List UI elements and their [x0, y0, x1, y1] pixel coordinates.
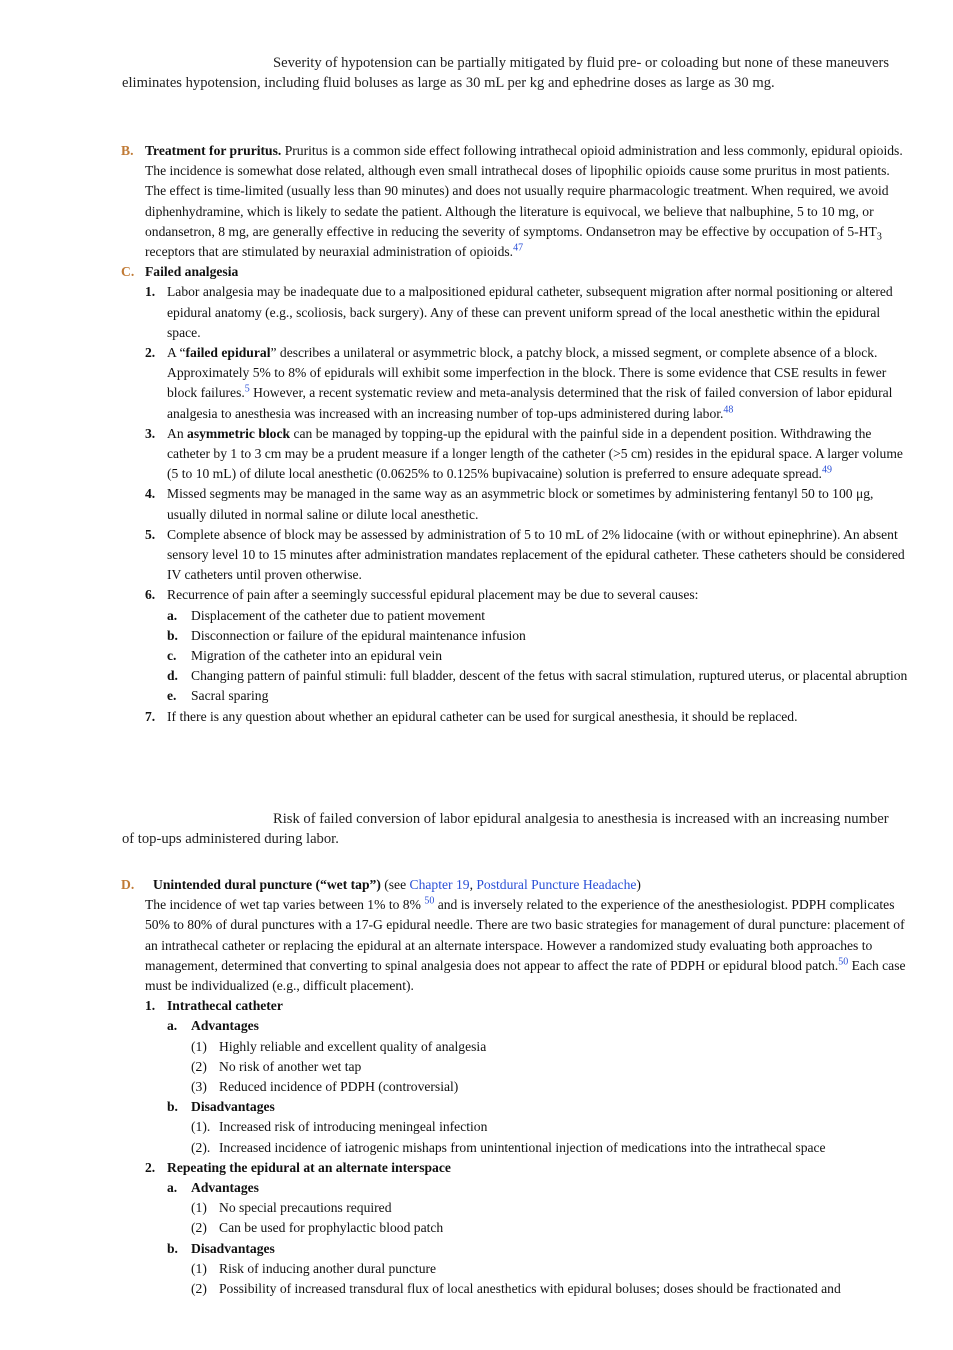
- list-point: [191, 1057, 911, 1077]
- subitem-text: Changing pattern of painful stimuli: full bladder, descent of the fetus with sacral stimulation, ruptured uterus, or placental abruption: [191, 668, 908, 684]
- item-number: 3.: [145, 425, 156, 441]
- list-heading: [145, 996, 911, 1016]
- item-number: 1.: [145, 284, 156, 300]
- point-text: Possibility of increased transdural flux of local anesthetics with epidural boluses; doses should be fractionated and: [219, 1281, 841, 1297]
- section-b: [121, 141, 911, 727]
- list-point: [191, 1218, 911, 1238]
- separator: ,: [469, 877, 477, 892]
- section-text: Pruritus is a common side effect following intrathecal opioid administration and less commonly, epidural opioids. The incidence is somewhat dose related, although even small intrathecal doses of lipophilic opioids cause some pruritus in most patients. The effect is time-limited (usually less than 90 minutes) and does not usually require pharmacologic treatment. When required, we avoid diphenhydramine, which is likely to sedate the patient. Although the literature is equivocal, we believe that nalbuphine, 5 to 10 mg, or ondansetron, 8 mg, are generally effective in reducing the severity of symptoms. Ondansetron may be effective by occupation of 5-HT: [145, 143, 903, 239]
- point-text: No risk of another wet tap: [219, 1058, 362, 1074]
- subitem-letter: a.: [167, 607, 178, 623]
- point-text: Reduced incidence of PDPH (controversial): [219, 1079, 459, 1095]
- list-subitem: [167, 666, 911, 686]
- list-item: [145, 707, 911, 727]
- see-close: ): [636, 877, 641, 892]
- section-letter: C.: [121, 264, 135, 280]
- list-subheading: [167, 1097, 911, 1117]
- paragraph-text-3: Each case must be individualized (e.g., difficult placement).: [145, 957, 906, 994]
- point-number: (1): [191, 1038, 207, 1054]
- item-term: failed epidural: [185, 345, 271, 361]
- point-text: Increased incidence of iatrogenic mishaps from unintentional injection of medications into the intrathecal space: [219, 1139, 826, 1155]
- reference-link[interactable]: 50: [424, 895, 435, 907]
- subitem-letter: e.: [167, 688, 177, 704]
- subitem-letter: a.: [167, 1180, 178, 1196]
- list-subheading: [167, 1239, 911, 1259]
- list-point: [191, 1138, 911, 1158]
- point-number: (3): [191, 1079, 207, 1095]
- item-number: 5.: [145, 526, 156, 542]
- item-text: [167, 343, 911, 424]
- subitem-letter: b.: [167, 1099, 178, 1115]
- list-item: [145, 525, 911, 586]
- subitem-letter: b.: [167, 1240, 178, 1256]
- subitem-text: Disconnection or failure of the epidural maintenance infusion: [191, 627, 526, 643]
- paragraph-text: The incidence of wet tap varies between 1% to 8%: [145, 897, 425, 913]
- item-number: 7.: [145, 708, 156, 724]
- section-d: [121, 875, 911, 1299]
- item-heading: Repeating the epidural at an alternate interspace: [167, 1159, 451, 1175]
- list-point: [191, 1198, 911, 1218]
- item-text-post2: However, a recent systematic review and meta-analysis determined that the risk of failed conversion of labor epidural analgesia to anesthesia was increased with an increasing number of top-ups administered during labor.: [167, 385, 893, 421]
- list-subitem: [167, 606, 911, 626]
- item-number: 2.: [145, 345, 156, 361]
- section-letter: B.: [121, 143, 134, 158]
- item-text-post: can be managed by topping-up the epidural with the painful side in a dependent position. Withdrawing the catheter by 1 to 3 cm may be a prudent measure if a longer length of the catheter (>5 cm) resides in the epidural space. A larger volume (5 to 10 mL) of dilute local anesthetic (0.0625% to 0.125% bupivacaine) solution is preferred to ensure adequate spread.: [167, 425, 903, 482]
- subitem-heading: Disadvantages: [191, 1099, 275, 1115]
- reference-link[interactable]: 5: [244, 383, 250, 395]
- section-letter: D.: [121, 877, 135, 892]
- item-number: 1.: [145, 998, 156, 1014]
- reference-link[interactable]: 50: [838, 956, 849, 968]
- list-item: [145, 282, 911, 343]
- subitem-heading: Disadvantages: [191, 1240, 275, 1256]
- item-heading: Intrathecal catheter: [167, 998, 283, 1014]
- paragraph-text-2: and is inversely related to the experience of the anesthesiologist. PDPH complicates 50% to 80% of dural punctures with a 17-G epidural needle. There are two basic strategies for management of dural puncture: placement of an intrathecal catheter or replacing the epidural at an alternate interspace. However a randomized study evaluating both approaches to management, determined that converting to spinal analgesia does not appear to affect the rate of PDPH or epidural blood patch.: [145, 897, 905, 973]
- list-subheading: [167, 1178, 911, 1198]
- subitem-letter: a.: [167, 1018, 178, 1034]
- item-number: 4.: [145, 486, 156, 502]
- point-number: (1).: [191, 1119, 211, 1135]
- subitem-letter: c.: [167, 648, 177, 664]
- list-item: [145, 424, 911, 485]
- list-point: [191, 1037, 911, 1057]
- point-text: Can be used for prophylactic blood patch: [219, 1220, 444, 1236]
- see-text: (see: [380, 877, 410, 892]
- subitem-text: Displacement of the catheter due to patient movement: [191, 607, 486, 623]
- list-point: [191, 1117, 911, 1137]
- point-number: (1): [191, 1200, 207, 1216]
- section-title: Failed analgesia: [145, 264, 239, 280]
- point-text: No special precautions required: [219, 1200, 392, 1216]
- reference-link[interactable]: 49: [821, 464, 832, 476]
- point-text: Risk of inducing another dural puncture: [219, 1260, 437, 1276]
- point-text: Highly reliable and excellent quality of analgesia: [219, 1038, 487, 1054]
- list-item: [145, 343, 911, 424]
- list-subitem: [167, 686, 911, 706]
- item-term: asymmetric block: [187, 425, 291, 441]
- item-text: Missed segments may be managed in the same way as an asymmetric block or sometimes by administering fentanyl 50 to 100 μg, usually diluted in normal saline or dilute local anesthetic.: [167, 486, 874, 522]
- point-number: (2): [191, 1058, 207, 1074]
- subitem-text: Sacral sparing: [191, 688, 269, 704]
- section-c: [121, 262, 911, 282]
- callout-hypotension: [122, 53, 892, 93]
- callout-failed-conversion: [122, 809, 892, 849]
- point-number: (1): [191, 1260, 207, 1276]
- subitem-letter: d.: [167, 668, 178, 684]
- topic-link[interactable]: Postdural Puncture Headache: [476, 877, 637, 892]
- point-number: (2).: [191, 1139, 211, 1155]
- section-text-2: receptors that are stimulated by neuraxial administration of opioids.: [145, 244, 514, 260]
- point-number: (2): [191, 1281, 207, 1297]
- callout-text: Risk of failed conversion of labor epidural analgesia to anesthesia is increased with an increasing number of top-ups administered during labor.: [122, 811, 889, 847]
- item-text: If there is any question about whether an epidural catheter can be used for surgical anesthesia, it should be replaced.: [167, 708, 798, 724]
- reference-link[interactable]: 47: [513, 242, 524, 254]
- list-point: [191, 1077, 911, 1097]
- section-paragraph: [145, 895, 911, 996]
- item-text-pre: An: [167, 425, 188, 441]
- reference-link[interactable]: 48: [723, 404, 734, 416]
- list-subheading: [167, 1016, 911, 1036]
- callout-text: Severity of hypotension can be partially mitigated by fluid pre- or coloading but none of these maneuvers eliminates hypotension, including fluid boluses as large as 30 mL per kg and ephedrine doses as large as 30 mg.: [122, 55, 890, 91]
- subitem-text: Migration of the catheter into an epidural vein: [191, 648, 443, 664]
- list-subitem: [167, 646, 911, 666]
- list-subitem: [167, 626, 911, 646]
- item-text-pre: A “: [167, 345, 186, 361]
- item-text-post: ” describes a unilateral or asymmetric block, a patchy block, a missed segment, or complete absence of a block. Approximately 5% to 8% of epidurals will exhibit some imperfection in the block. There is some evidence that CSE results in fewer block failures.: [167, 345, 887, 401]
- subitem-letter: b.: [167, 627, 178, 643]
- point-number: (2): [191, 1220, 207, 1236]
- item-text: Labor analgesia may be inadequate due to a malpositioned epidural catheter, subsequent migration after normal positioning or altered epidural anatomy (e.g., scoliosis, back surgery). Any of these can prevent uniform spread of the local anesthetic within the epidural space.: [167, 284, 893, 340]
- chapter-link[interactable]: Chapter 19: [409, 877, 470, 892]
- point-text: Increased risk of introducing meningeal infection: [219, 1119, 488, 1135]
- item-text: Recurrence of pain after a seemingly successful epidural placement may be due to several causes:: [167, 587, 699, 603]
- list-heading: [145, 1158, 911, 1178]
- section-title: Treatment for pruritus.: [145, 143, 282, 158]
- subitem-heading: Advantages: [191, 1018, 259, 1034]
- subitem-heading: Advantages: [191, 1180, 259, 1196]
- item-text: Complete absence of block may be assessed by administration of 5 to 10 mL of 2% lidocaine (with or without epinephrine). An absent sensory level 10 to 15 minutes after administration mandates replacement of the epidural catheter. These catheters should be considered IV catheters until proven otherwise.: [167, 526, 905, 583]
- subscript: 3: [876, 231, 882, 243]
- list-point: [191, 1279, 911, 1299]
- list-point: [191, 1259, 911, 1279]
- item-text: [167, 424, 911, 485]
- section-title: Unintended dural puncture (“wet tap”): [153, 877, 381, 892]
- item-number: 2.: [145, 1159, 156, 1175]
- item-number: 6.: [145, 587, 156, 603]
- list-item: [145, 585, 911, 605]
- list-item: [145, 484, 911, 524]
